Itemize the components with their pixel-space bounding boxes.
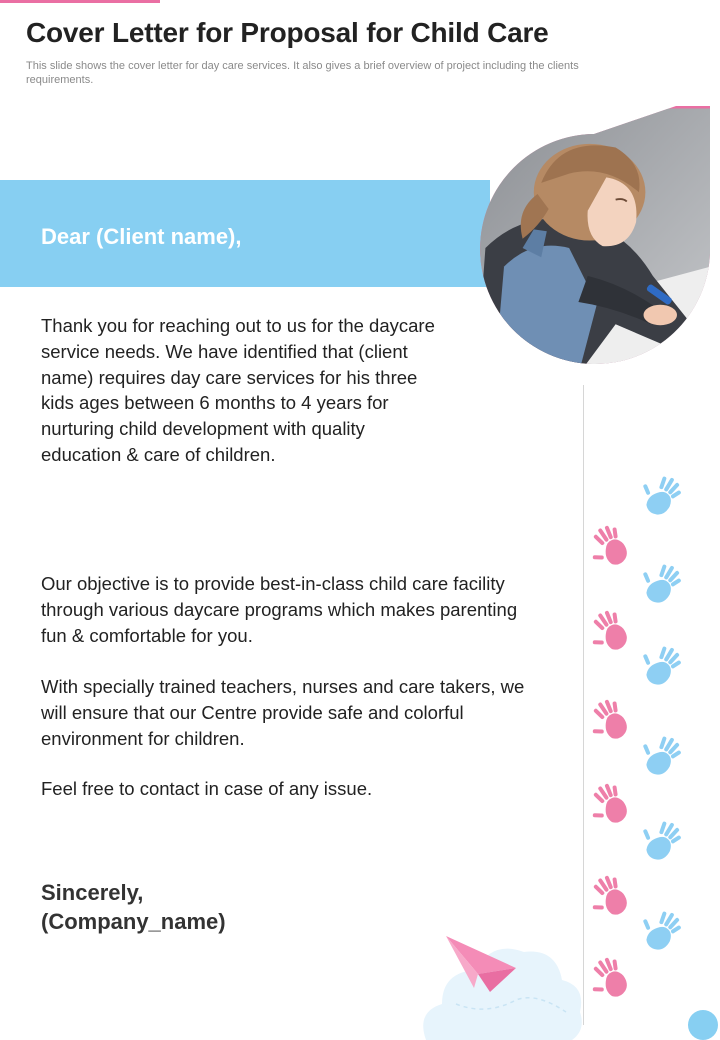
letter-paragraph-3: With specially trained teachers, nurses and care takers, we will ensure that our Centre provide safe and colorful environment for children. — [41, 676, 525, 749]
handprint-icon — [588, 606, 633, 659]
page-title: Cover Letter for Proposal for Child Care — [26, 17, 549, 48]
cloud-icon — [416, 926, 586, 1040]
letter-closing: Sincerely, — [41, 880, 144, 905]
handprint-icon — [588, 695, 633, 748]
handprint-trail — [588, 468, 698, 1008]
letter-paragraph-1: Thank you for reaching out to us for the daycare service needs. We have identified that (client name) requires day care services for his three kids ages between 6 months to 4 years for nurturing child development with quality education & care of children. — [41, 315, 435, 465]
handprint-icon — [633, 901, 686, 955]
page-subtitle: This slide shows the cover letter for day care services. It also gives a brief overview of project including the clients requirements. — [26, 60, 579, 86]
corner-decoration — [688, 1010, 718, 1040]
letter-paragraph-4: Feel free to contact in case of any issue. — [41, 778, 373, 799]
handprint-icon — [633, 636, 686, 690]
handprint-icon — [588, 953, 633, 1006]
child-drawing-photo — [467, 108, 711, 374]
child-photo-frame — [458, 98, 720, 384]
handprint-icon — [588, 871, 633, 924]
handprint-icon — [633, 468, 686, 521]
letter-paragraph-2: Our objective is to provide best-in-class child care facility through various daycare programs which makes parenting fun & comfortable for you. — [41, 573, 518, 646]
letter-greeting: Dear (Client name), — [41, 224, 242, 249]
handprint-icon — [633, 554, 686, 608]
letter-signature: (Company_name) — [41, 909, 226, 934]
top-accent-bar — [0, 0, 160, 3]
handprint-icon — [633, 811, 686, 865]
handprint-icon — [633, 726, 686, 780]
handprint-icon — [588, 779, 633, 832]
handprint-icon — [588, 521, 633, 574]
